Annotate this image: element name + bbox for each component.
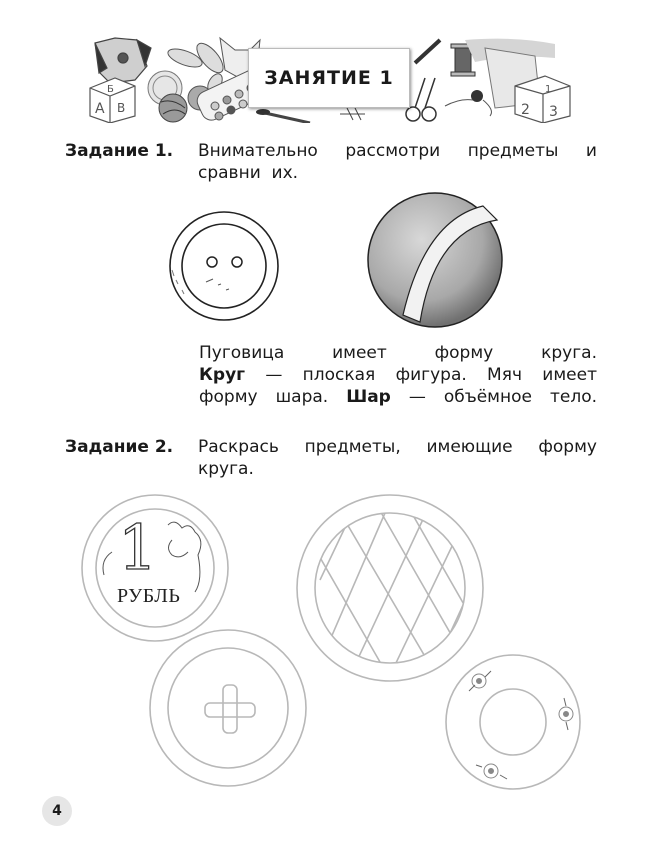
word: форму: [434, 343, 494, 363]
lesson-title: ЗАНЯТИЕ 1: [264, 67, 394, 89]
word: Внимательно: [198, 141, 318, 161]
saucer-outline[interactable]: [446, 655, 580, 789]
word: предметы,: [304, 437, 401, 457]
word: форму: [538, 437, 597, 457]
word: имеющие: [426, 437, 513, 457]
text: — объёмное тело.: [390, 387, 597, 407]
term-sphere: Шар: [346, 387, 391, 407]
svg-text:А: А: [95, 101, 105, 117]
lattice-window-outline[interactable]: [297, 495, 483, 681]
task-1-line-2: сравни их.: [198, 163, 299, 183]
word: Пуговица: [199, 343, 285, 363]
word: рассмотри: [345, 141, 441, 161]
svg-text:Б: Б: [107, 84, 114, 95]
svg-text:В: В: [117, 101, 126, 115]
task-1-label: Задание 1.: [65, 141, 174, 161]
svg-text:2: 2: [521, 102, 530, 118]
task-2-line-2: круга.: [198, 459, 254, 479]
page-number: 4: [42, 796, 72, 826]
coin-label: РУБЛЬ: [117, 585, 181, 607]
svg-text:1: 1: [545, 84, 552, 95]
text: — плоская фигура. Мяч имеет: [245, 365, 597, 385]
svg-text:3: 3: [549, 104, 558, 120]
term-circle: Круг: [199, 365, 246, 385]
flower-icon: [469, 671, 573, 779]
word: предметы: [467, 141, 559, 161]
text: форму шара.: [199, 387, 347, 407]
word: и: [585, 141, 597, 161]
coin-value: 1: [118, 511, 158, 584]
task-2-label: Задание 2.: [65, 437, 174, 457]
word: Раскрась: [198, 437, 279, 457]
word: круга.: [541, 343, 597, 363]
word: имеет: [332, 343, 387, 363]
cross-button-outline[interactable]: [150, 630, 306, 786]
